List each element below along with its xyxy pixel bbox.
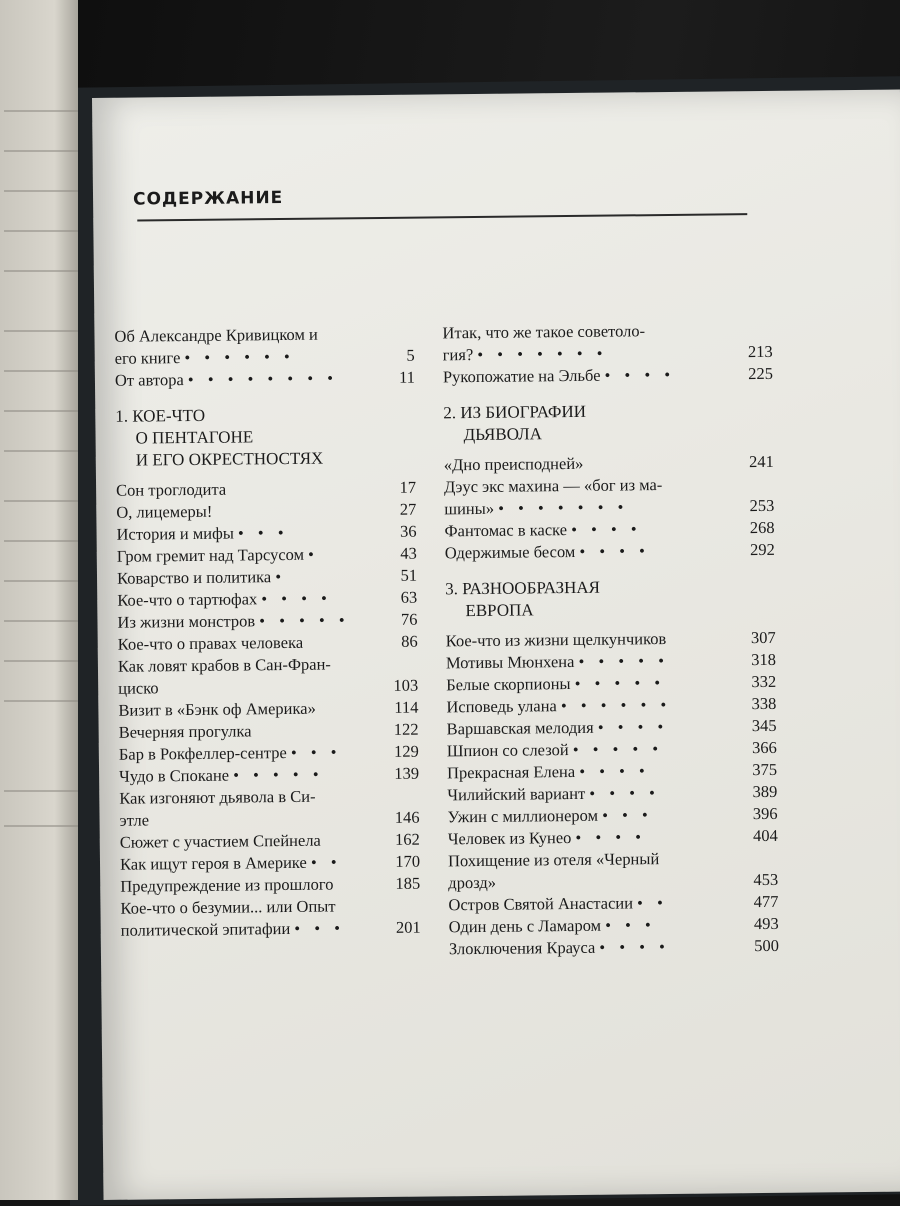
toc-entry-title: [117, 587, 373, 612]
toc-entry: [442, 319, 772, 366]
toc-page-number: 162: [394, 829, 420, 849]
leader-dots: • • • •: [579, 761, 650, 781]
toc-entry: [117, 543, 417, 568]
toc-entry-line: дрозд»: [448, 872, 497, 893]
toc-page-number: 5: [406, 345, 415, 365]
toc-entry-title: [442, 319, 728, 366]
toc-entry-line: Рукопожатие на Эльбе • • • •: [442, 364, 676, 387]
leader-dots: • • • • • • •: [477, 343, 608, 364]
toc-entry: [120, 873, 420, 898]
toc-entry-line: Кое-что о правах человека: [117, 632, 304, 654]
toc-page-number: 17: [399, 477, 417, 497]
section-heading: [115, 403, 416, 472]
toc-entry: [117, 565, 417, 590]
toc-entry-title: [447, 803, 733, 828]
toc-entry-line: Визит в «Бэнк оф Америка»: [118, 698, 316, 720]
section-heading-line: И ЕГО ОКРЕСТНОСТЯХ: [135, 448, 324, 470]
toc-entry: [115, 367, 415, 392]
toc-page-number: 76: [400, 609, 418, 629]
toc-page-number: 122: [393, 719, 419, 739]
toc-entry-line: Гром гремит над Тарсусом •: [116, 544, 319, 566]
toc-entry: [119, 741, 419, 766]
toc-entry-title: [117, 543, 373, 568]
toc-entry-line: Злоключения Крауса • • • •: [448, 936, 670, 959]
section-heading-line: О ПЕНТАГОНЕ: [135, 427, 254, 448]
toc-entry-line: Как ловят крабов в Сан-Фран-: [117, 654, 331, 676]
leader-dots: • • • •: [599, 936, 670, 957]
toc-entry: [118, 697, 418, 722]
toc-entry: [116, 521, 416, 546]
toc-entry-line: Кое-что о безумии... или Опыт: [120, 896, 336, 918]
toc-entry-title: [117, 609, 373, 634]
toc-entry-line: Сюжет с участием Спейнела: [119, 830, 321, 852]
toc-page-number: 43: [400, 543, 417, 563]
toc-entry-title: [448, 847, 734, 894]
toc-entry-line: Сон троглодита: [116, 479, 227, 500]
leader-dots: • • •: [237, 522, 289, 543]
toc-entry-title: [449, 913, 735, 938]
leader-dots: • • • • • •: [560, 694, 672, 716]
toc-entry-line: Варшавская мелодия • • • •: [446, 717, 669, 739]
toc-entry-title: [116, 477, 372, 502]
toc-entry-line: шины» • • • • • • •: [444, 497, 629, 519]
toc-entry-title: [449, 935, 735, 960]
toc-entry-title: [447, 715, 733, 740]
facing-page: [0, 0, 78, 1200]
contents-left-column: [114, 323, 420, 942]
section-heading: [443, 399, 773, 446]
toc-page-number: 338: [751, 693, 777, 714]
leader-dots: • • • • •: [572, 739, 664, 760]
toc-entry-title: [444, 517, 730, 542]
toc-page-number: 453: [753, 869, 779, 890]
toc-entry-line: История и мифы • • •: [116, 522, 289, 544]
toc-entry-title: [118, 631, 374, 656]
toc-entry-line: Дэус экс махина — «бог из ма-: [443, 475, 663, 497]
leader-dots: • • •: [605, 915, 656, 935]
toc-page-number: 139: [394, 763, 420, 783]
section-heading-line: ЕВРОПА: [465, 600, 534, 621]
section-heading-line: 3. РАЗНООБРАЗНАЯ: [445, 577, 601, 599]
toc-entry: [448, 847, 778, 894]
toc-entry-line: Об Александре Кривицком и: [114, 324, 318, 346]
toc-entry-line: Один день с Ламаром • • •: [448, 915, 656, 937]
title-rule: [137, 213, 747, 221]
toc-entry-line: Фантомас в каске • • • •: [444, 519, 642, 541]
leader-dots: • • • • •: [578, 650, 670, 671]
toc-entry-title: [444, 451, 730, 476]
toc-page-number: 493: [753, 913, 779, 934]
toc-entry: [116, 499, 416, 524]
toc-entry: [445, 539, 775, 564]
toc-entry: [118, 653, 418, 700]
toc-entry-title: [120, 851, 376, 876]
leader-dots: • • • •: [604, 364, 676, 385]
toc-entry-line: «Дно преисподней»: [443, 453, 584, 475]
toc-entry-line: гия? • • • • • • •: [442, 343, 608, 365]
toc-page-number: 307: [750, 627, 776, 648]
toc-page-number: 36: [399, 521, 417, 541]
toc-entry-title: [120, 873, 376, 898]
toc-page-number: 404: [752, 825, 778, 846]
toc-entry-title: [118, 653, 374, 700]
toc-entry-title: [443, 363, 729, 388]
toc-entry-title: [447, 759, 733, 784]
toc-entry-line: Вечерняя прогулка: [118, 721, 252, 742]
toc-entry: [119, 719, 419, 744]
leader-dots: • • • • •: [233, 764, 324, 785]
toc-page-number: 477: [753, 891, 779, 912]
toc-entry-line: Человек из Кунео • • • •: [447, 827, 647, 849]
toc-entry-line: Бар в Рокфеллер-сентре • • •: [118, 742, 342, 764]
toc-entry-line: Как изгоняют дьявола в Си-: [119, 786, 316, 808]
toc-page-number: 366: [751, 737, 777, 758]
toc-entry-line: Чилийский вариант • • • •: [447, 783, 660, 805]
toc-entry: [117, 587, 417, 612]
leader-dots: •: [307, 544, 319, 564]
toc-entry-title: [446, 627, 732, 652]
toc-entry-title: [448, 825, 734, 850]
toc-page-number: 389: [752, 781, 778, 802]
leader-dots: •: [275, 566, 287, 587]
toc-entry-title: [447, 781, 733, 806]
toc-entry-title: [119, 763, 375, 788]
toc-entry-line: От автора • • • • • • • •: [114, 368, 339, 390]
toc-entry-title: [115, 367, 371, 392]
toc-entry: [114, 323, 414, 370]
toc-entry: [443, 363, 773, 388]
toc-page-number: 11: [398, 367, 416, 387]
toc-page-number: 253: [749, 495, 775, 516]
contents-page: [92, 90, 900, 1200]
section-heading: [445, 575, 775, 622]
toc-page-number: 318: [751, 649, 777, 670]
leader-dots: • • • •: [571, 519, 642, 540]
toc-entry-title: [446, 693, 732, 718]
toc-entry-line: Шпион со слезой • • • • •: [446, 739, 664, 761]
toc-entry-line: Как ищут героя в Америке • •: [119, 852, 342, 874]
toc-entry-line: Мотивы Мюнхена • • • • •: [445, 650, 670, 673]
toc-entry: [119, 763, 419, 788]
toc-entry-title: [118, 697, 374, 722]
toc-page-number: 86: [401, 631, 418, 651]
page-title: СОДЕРЖАНИЕ: [132, 188, 284, 210]
toc-page-number: 63: [400, 587, 418, 607]
toc-page-number: 27: [399, 499, 417, 519]
toc-entry: [117, 609, 417, 634]
toc-entry: [119, 785, 419, 832]
toc-entry: [120, 829, 420, 854]
toc-entry-title: [447, 737, 733, 762]
toc-page-number: 241: [748, 451, 774, 472]
toc-entry-title: [119, 785, 375, 832]
toc-page-number: 396: [752, 803, 778, 824]
toc-entry: [118, 631, 418, 656]
toc-entry-title: [114, 323, 370, 370]
toc-entry-title: [444, 473, 730, 520]
toc-page-number: 114: [394, 697, 419, 717]
toc-entry-line: Исповедь улана • • • • • •: [446, 694, 672, 717]
toc-entry-line: политической эпитафии • • •: [120, 918, 346, 940]
leader-dots: • •: [637, 893, 668, 913]
toc-entry-line: Белые скорпионы • • • • •: [446, 673, 666, 695]
toc-page-number: 51: [400, 565, 418, 585]
toc-page-number: 345: [751, 715, 777, 736]
toc-entry-line: этле: [119, 810, 150, 830]
leader-dots: • • • • •: [259, 610, 350, 631]
toc-entry-title: [445, 539, 731, 564]
contents-right-column: [442, 319, 779, 960]
toc-page-number: 268: [749, 517, 775, 538]
toc-entry-line: Итак, что же такое советоло-: [442, 321, 646, 343]
section-heading-line: 2. ИЗ БИОГРАФИИ: [443, 401, 587, 423]
toc-page-number: 375: [752, 759, 778, 780]
leader-dots: • • • • • • • •: [187, 368, 339, 390]
toc-page-number: 103: [393, 675, 419, 695]
toc-page-number: 146: [394, 807, 420, 827]
toc-page-number: 225: [748, 363, 774, 384]
leader-dots: • • • • • • •: [498, 497, 629, 518]
section-heading-line: ДЬЯВОЛА: [463, 424, 543, 445]
toc-entry-line: циско: [118, 678, 159, 698]
toc-entry: [116, 477, 416, 502]
leader-dots: • • • •: [579, 541, 650, 561]
toc-entry-line: Кое-что о тартюфах • • • •: [117, 588, 332, 610]
toc-entry-title: [119, 719, 375, 744]
toc-page-number: 170: [395, 851, 421, 871]
toc-entry-title: [120, 829, 376, 854]
toc-entry-line: его книге • • • • • •: [114, 346, 295, 368]
leader-dots: • • •: [294, 918, 346, 938]
toc-entry-title: [446, 671, 732, 696]
toc-entry-title: [116, 499, 372, 524]
toc-entry-title: [446, 649, 732, 674]
toc-page-number: 185: [395, 873, 421, 893]
leader-dots: • • • • • •: [184, 346, 295, 368]
toc-entry-line: Предупреждение из прошлого: [120, 874, 334, 896]
leader-dots: • • • • •: [574, 673, 666, 693]
toc-entry-line: Коварство и политика •: [116, 566, 287, 588]
toc-entry: [120, 851, 420, 876]
toc-entry-line: О, лицемеры!: [116, 501, 213, 522]
toc-page-number: 201: [395, 917, 421, 937]
toc-entry-title: [119, 741, 375, 766]
toc-page-number: 332: [751, 671, 777, 692]
leader-dots: • • • •: [597, 717, 669, 737]
toc-entry-line: Прекрасная Елена • • • •: [446, 761, 650, 783]
toc-entry-title: [117, 565, 373, 590]
section-heading-line: 1. КОЕ-ЧТО: [115, 405, 206, 426]
toc-page-number: 292: [749, 539, 775, 560]
leader-dots: • • • •: [261, 588, 332, 609]
leader-dots: • • •: [290, 742, 342, 762]
toc-page-number: 500: [754, 935, 780, 956]
leader-dots: • • • •: [575, 827, 647, 847]
leader-dots: • • • •: [589, 783, 660, 803]
toc-entry: [444, 473, 774, 520]
toc-entry-title: [116, 521, 372, 546]
toc-entry: [449, 935, 779, 960]
toc-entry-line: Из жизни монстров • • • • •: [117, 610, 350, 632]
toc-entry-line: Кое-что из жизни щелкунчиков: [445, 629, 667, 651]
toc-entry-line: Ужин с миллионером • • •: [447, 805, 653, 827]
toc-entry-line: Чудо в Спокане • • • • •: [119, 764, 324, 786]
leader-dots: • •: [310, 852, 342, 872]
toc-entry-line: Одержимые бесом • • • •: [444, 541, 650, 563]
toc-page-number: 129: [394, 741, 419, 761]
toc-entry-title: [120, 895, 376, 942]
toc-entry-line: Похищение из отеля «Черный: [447, 849, 660, 871]
toc-entry-title: [448, 891, 734, 916]
toc-entry: [120, 895, 420, 942]
toc-entry-line: Остров Святой Анастасии • •: [448, 893, 668, 915]
leader-dots: • • •: [602, 805, 653, 825]
toc-page-number: 213: [747, 341, 773, 362]
